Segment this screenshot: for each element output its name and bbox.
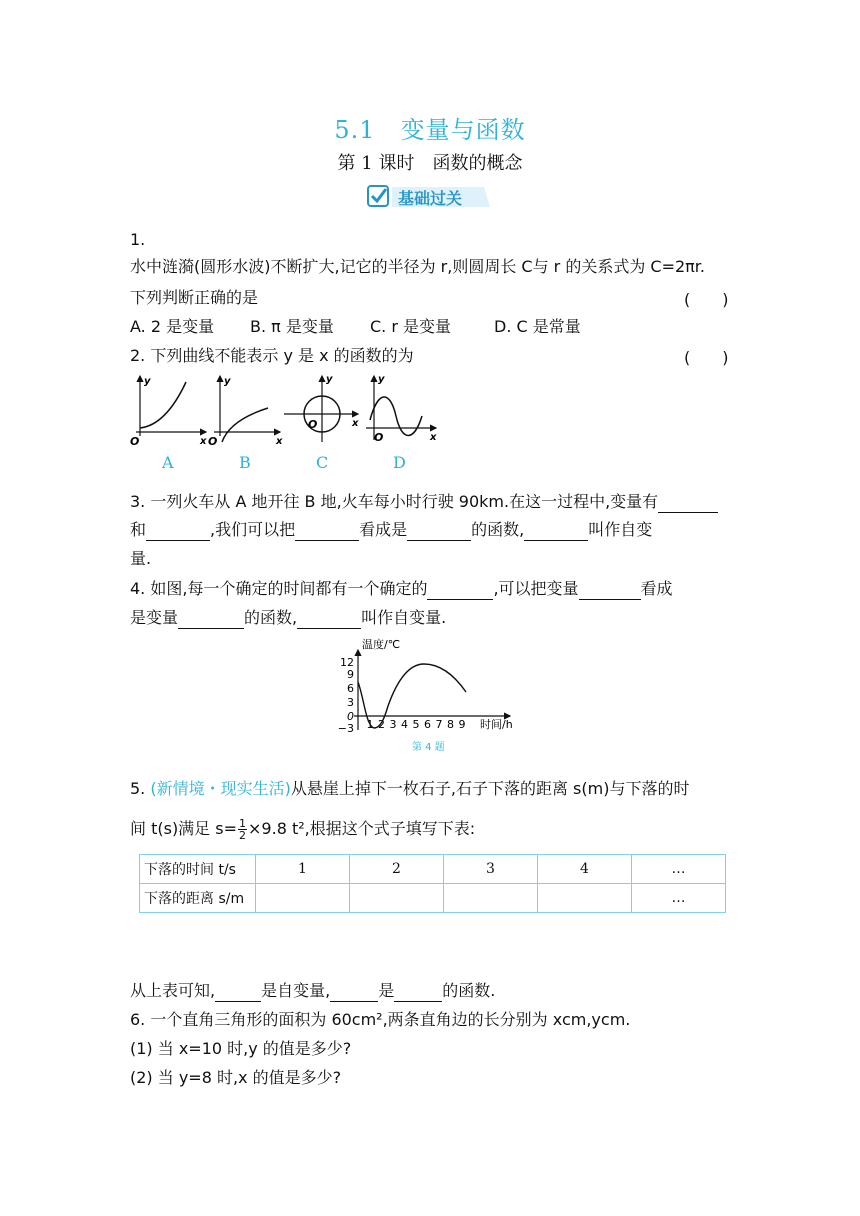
table-row: [140, 884, 726, 913]
q5-line2: [130, 818, 475, 841]
q5-time-ellipsis: …: [632, 855, 726, 884]
graph-b-x-label: x: [276, 436, 283, 447]
q5-conclusion: [130, 980, 495, 1002]
q3-blank-2[interactable]: [146, 522, 210, 541]
q2-stem: 2. 下列曲线不能表示 y 是 x 的函数的为: [130, 346, 414, 365]
graph-c-y-label: y: [326, 374, 333, 385]
q4-text-a2: ,可以把变量: [493, 579, 579, 598]
q5-context-tag: (新情境・现实生活): [150, 779, 291, 798]
page-title: 5.1 变量与函数: [334, 116, 526, 144]
q5-distance-2[interactable]: [350, 884, 444, 913]
graph-c: [284, 374, 359, 442]
q5-text-c1: 从上表可知,: [130, 981, 216, 1000]
q5-distance-ellipsis: …: [632, 884, 726, 913]
q3-blank-4[interactable]: [407, 522, 471, 541]
q4-text-a3: 看成: [640, 579, 673, 598]
q3-text-b5: 叫作自变: [588, 520, 653, 539]
q4-line2: [130, 607, 446, 629]
graph-a-y-label: y: [144, 376, 151, 387]
q4-chart-ytick: 12: [340, 656, 354, 669]
q3-line2: [130, 519, 652, 541]
q5-text-c3: 是: [378, 981, 395, 1000]
q5-blank-3[interactable]: [394, 983, 442, 1002]
q3-text-b2: ,我们可以把: [210, 520, 296, 539]
graph-c-x-label: x: [352, 418, 359, 429]
q4-temperature-chart: [334, 636, 526, 758]
graph-a: [130, 376, 207, 448]
graph-a-origin: O: [130, 435, 140, 448]
graph-d-y-label: y: [378, 374, 385, 385]
q5-row1-label: 下落的时间 t/s: [140, 855, 256, 884]
q4-chart-xtick: 7: [435, 718, 443, 731]
graph-d: [366, 374, 437, 444]
q4-chart-caption: 第 4 题: [412, 742, 445, 753]
q4-chart-xlabel: 时间/h: [480, 718, 513, 731]
q4-chart-ytick: −3: [337, 722, 354, 735]
q4-chart-xtick: 2: [378, 718, 385, 731]
q5-frac-den: 2: [239, 829, 247, 842]
graph-b-y-label: y: [224, 376, 231, 387]
q5-distance-4[interactable]: [538, 884, 632, 913]
graph-c-origin: O: [308, 418, 318, 431]
q2-graphs: [126, 370, 446, 452]
graph-a-caption: A: [162, 453, 174, 472]
q4-blank-4[interactable]: [297, 610, 361, 629]
banner-label: 基础过关: [398, 189, 463, 208]
q6-sub2: (2) 当 y=8 时,x 的值是多少?: [130, 1068, 342, 1087]
q5-distance-3[interactable]: [444, 884, 538, 913]
q6-sub1: (1) 当 x=10 时,y 的值是多少?: [130, 1039, 352, 1058]
graph-b: [208, 376, 283, 448]
q5-text-a: 从悬崖上掉下一枚石子,石子下落的距离 s(m)与下落的时: [290, 779, 690, 798]
q5-time-2: 2: [350, 855, 444, 884]
q5-distance-1[interactable]: [256, 884, 350, 913]
graph-c-caption: C: [316, 453, 329, 472]
q1-option-d: D. C 是常量: [494, 317, 581, 336]
q4-chart-yticks: [338, 656, 354, 735]
section-banner: [366, 184, 490, 210]
q4-blank-1[interactable]: [427, 581, 493, 600]
q3-line3: 量.: [130, 549, 152, 568]
q1-option-c: C. r 是变量: [370, 317, 452, 336]
q5-text-c2: 是自变量,: [261, 981, 331, 1000]
q4-chart-xtick: 5: [412, 718, 420, 731]
q3-text-b4: 的函数,: [471, 520, 525, 539]
q5-line1: [130, 778, 689, 800]
q4-blank-3[interactable]: [178, 610, 244, 629]
q4-chart-xtick: 8: [447, 718, 454, 731]
q5-fraction: [238, 818, 247, 841]
q4-blank-2[interactable]: [579, 581, 641, 600]
table-row: [140, 855, 726, 884]
q5-row2-label: 下落的距离 s/m: [140, 884, 256, 913]
q5-blank-1[interactable]: [215, 983, 261, 1002]
q5-frac-num: 1: [239, 817, 247, 830]
q3-blank-3[interactable]: [295, 522, 359, 541]
q4-chart-xticks: [367, 718, 466, 731]
q1-number: 1.: [130, 230, 146, 249]
q5-time-3: 3: [444, 855, 538, 884]
q3-text-b1: 和: [130, 520, 147, 539]
q4-chart-ytick: 0: [347, 710, 354, 723]
graph-d-x-label: x: [430, 432, 437, 443]
q4-chart-ytick: 9: [347, 668, 354, 681]
q3-line1: [130, 491, 718, 513]
graph-d-origin: O: [374, 431, 384, 444]
q2-answer-paren: ( ): [684, 348, 729, 367]
q3-blank-5[interactable]: [524, 522, 588, 541]
q5-text-b2: ×9.8 t²,根据这个式子填写下表:: [248, 819, 476, 838]
page-subtitle: 第 1 课时 函数的概念: [337, 153, 523, 174]
q3-blank-1[interactable]: [658, 494, 718, 513]
q6-stem: 6. 一个直角三角形的面积为 60cm²,两条直角边的长分别为 xcm,ycm.: [130, 1010, 631, 1029]
q4-chart-ytick: 6: [347, 682, 354, 695]
q5-table: [139, 854, 726, 913]
q5-number: 5.: [130, 779, 146, 798]
q3-text-b3: 看成是: [359, 520, 408, 539]
q1-stem-line2: 下列判断正确的是: [130, 288, 259, 307]
q4-chart-xtick: 9: [458, 718, 466, 731]
q5-time-1: 1: [256, 855, 350, 884]
q5-time-4: 4: [538, 855, 632, 884]
q5-blank-2[interactable]: [330, 983, 378, 1002]
q4-chart-xtick: 4: [401, 718, 408, 731]
graph-b-origin: O: [208, 435, 218, 448]
q1-stem-line1: 水中涟漪(圆形水波)不断扩大,记它的半径为 r,则圆周长 C与 r 的关系式为 C=2πr.: [130, 257, 706, 276]
q4-text-b1: 是变量: [130, 608, 179, 627]
q4-chart-xtick: 3: [389, 718, 397, 731]
q1-option-a: A. 2 是变量: [130, 317, 215, 336]
q4-chart-xtick: 1: [366, 718, 374, 731]
q4-text-b2: 的函数,: [244, 608, 298, 627]
q1-answer-paren: ( ): [684, 290, 729, 309]
q4-chart-xtick: 6: [424, 718, 431, 731]
graph-d-caption: D: [393, 453, 406, 472]
graph-b-caption: B: [239, 453, 251, 472]
q3-text-a: 3. 一列火车从 A 地开往 B 地,火车每小时行驶 90km.在这一过程中,变量有: [130, 492, 659, 511]
q5-text-c4: 的函数.: [442, 981, 496, 1000]
q1-option-b: B. π 是变量: [250, 317, 334, 336]
q4-text-a1: 4. 如图,每一个确定的时间都有一个确定的: [130, 579, 428, 598]
q5-text-b1: 间 t(s)满足 s=: [130, 819, 238, 838]
graph-a-x-label: x: [200, 436, 207, 447]
q4-chart-ytick: 3: [347, 696, 354, 709]
q4-line1: [130, 578, 673, 600]
q4-text-b3: 叫作自变量.: [361, 608, 447, 627]
q4-chart-ylabel: 温度/℃: [362, 638, 401, 651]
